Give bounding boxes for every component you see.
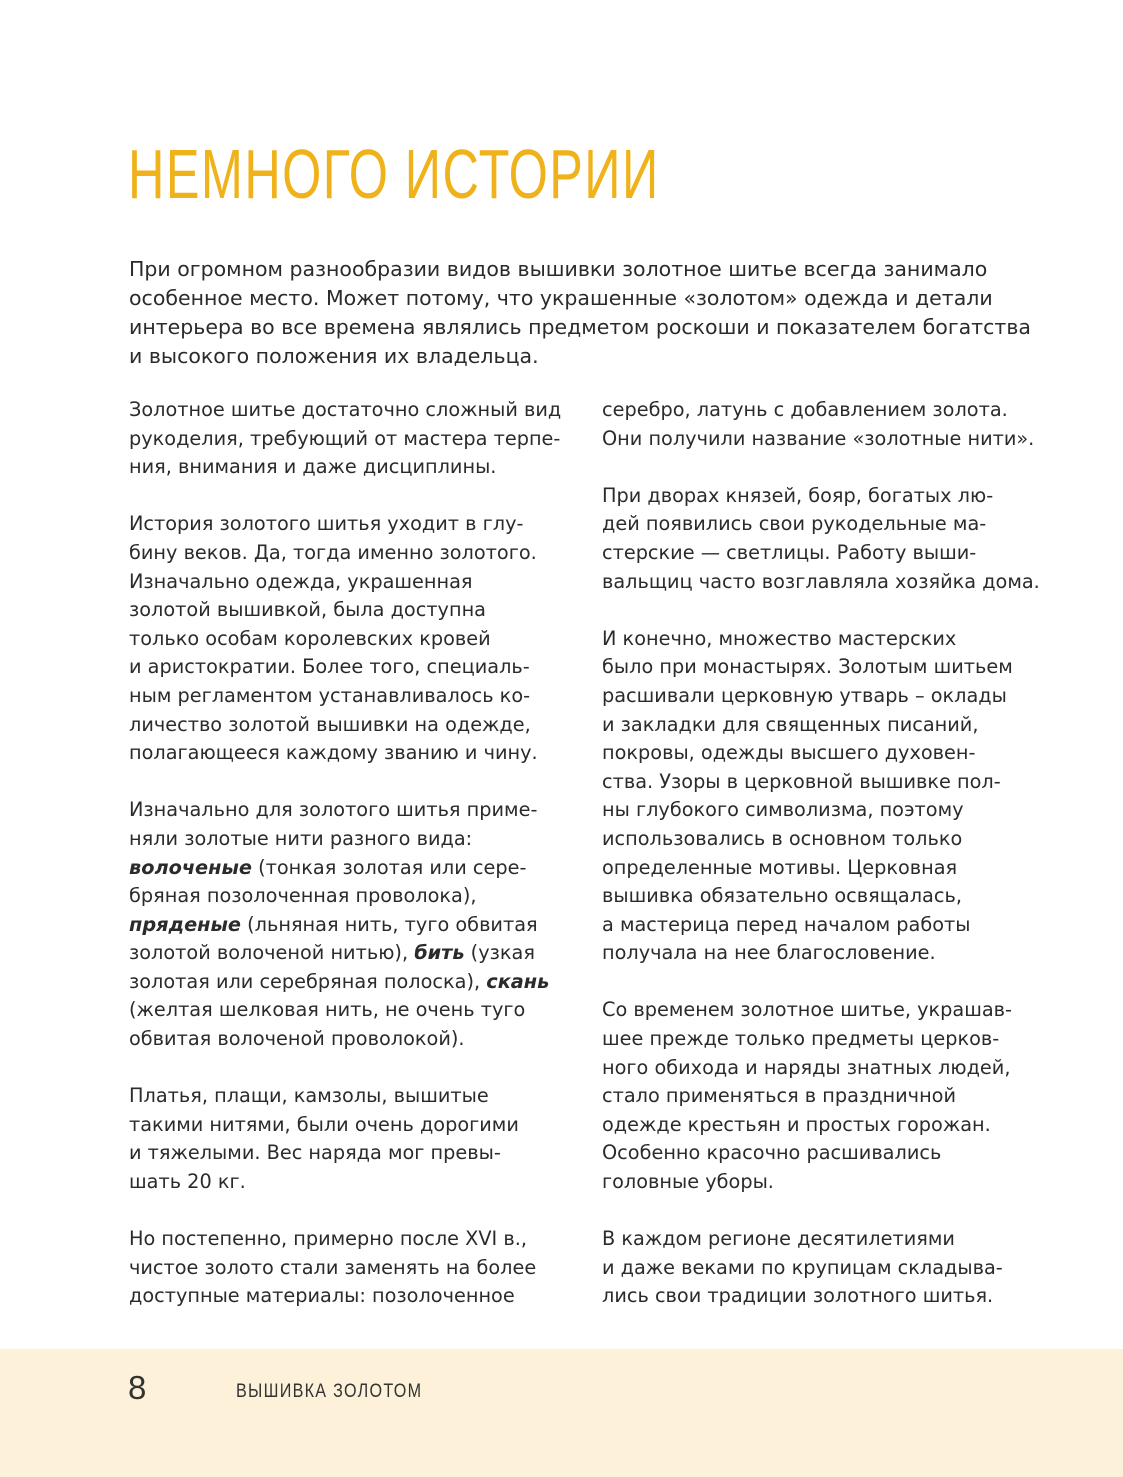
paragraph	[602, 996, 1052, 1196]
text-line: Платья, плащи, камзолы, вышитые	[129, 1084, 489, 1108]
text-line: одежде крестьян и простых горожан.	[602, 1112, 991, 1136]
text-line: Изначально для золотого шитья приме-	[129, 798, 538, 822]
paragraph	[129, 510, 579, 767]
text-line: бряная позолоченная проволока),	[129, 884, 477, 908]
page-number: 8	[128, 1369, 147, 1406]
text-fragment: (тонкая золотая или сере-	[251, 855, 527, 879]
text-line: Золотное шитье достаточно сложный вид	[129, 398, 562, 421]
text-line: рукоделия, требующий от мастера терпе-	[129, 426, 561, 450]
text-line: и тяжелыми. Вес наряда мог превы-	[129, 1141, 501, 1165]
text-line: шее прежде только предметы церков-	[602, 1027, 1000, 1051]
text-line: Они получили название «золотные нити».	[602, 426, 1035, 450]
text-line: ного обихода и наряды знатных людей,	[602, 1055, 1011, 1079]
term-pryadenye: пряденые	[129, 912, 241, 936]
paragraph	[602, 482, 1052, 596]
intro-line: интерьера во все времена являлись предметом роскоши и показателем богатства	[129, 315, 1031, 339]
right-column	[602, 396, 1052, 1340]
text-line: стерские — светлицы. Работу выши-	[602, 540, 977, 564]
term-skan: скань	[486, 969, 550, 993]
text-line: только особам королевских кровей	[129, 626, 491, 650]
text-line: В каждом регионе десятилетиями	[602, 1227, 955, 1251]
text-line: получала на нее благословение.	[602, 941, 936, 965]
page-title: НЕМНОГО ИСТОРИИ	[128, 135, 660, 213]
text-line: При дворах князей, бояр, богатых лю-	[602, 483, 994, 507]
text-line: ства. Узоры в церковной вышивке пол-	[602, 769, 1001, 793]
text-line: вышивка обязательно освящалась,	[602, 884, 962, 908]
term-volochenye: волоченые	[129, 855, 252, 879]
text-fragment: (узкая	[464, 941, 535, 965]
text-line: Со временем золотное шитье, украшав-	[602, 998, 1012, 1022]
text-line: лись свои традиции золотного шитья.	[602, 1284, 994, 1308]
text-line: История золотого шитья уходит в глу-	[129, 512, 524, 536]
text-line: вальщиц часто возглавляла хозяйка дома.	[602, 569, 1040, 593]
text-line: ны глубокого символизма, поэтому	[602, 798, 964, 822]
text-line: Изначально одежда, украшенная	[129, 569, 473, 593]
text-line: и аристократии. Более того, специаль-	[129, 655, 530, 679]
text-line: И конечно, множество мастерских	[602, 626, 957, 650]
text-line: золотой вышивкой, была доступна	[129, 598, 486, 622]
text-line: Но постепенно, примерно после XVI в.,	[129, 1227, 527, 1251]
text-line: было при монастырях. Золотым шитьем	[602, 655, 1013, 679]
text-line: головные уборы.	[602, 1170, 774, 1194]
paragraph	[602, 1225, 1052, 1311]
text-fragment: золотая или серебряная полоска),	[129, 969, 487, 993]
text-line	[129, 968, 579, 997]
text-line: доступные материалы: позолоченное	[129, 1284, 515, 1308]
text-line	[129, 939, 579, 968]
text-line: серебро, латунь с добавлением золота.	[602, 398, 1008, 421]
text-fragment: (льняная нить, туго обвитая	[241, 912, 538, 936]
text-line: няли золотые нити разного вида:	[129, 826, 473, 850]
text-line	[129, 854, 579, 883]
text-line: стало применяться в праздничной	[602, 1084, 957, 1108]
intro-paragraph	[129, 255, 1049, 371]
text-fragment: золотой волоченой нитью),	[129, 941, 415, 965]
text-line: обвитая волоченой проволокой).	[129, 1027, 465, 1051]
text-line: использовались в основном только	[602, 826, 963, 850]
text-line: и даже веками по крупицам складыва-	[602, 1255, 1003, 1279]
text-line: расшивали церковную утварь – оклады	[602, 683, 1007, 707]
text-line: дей появились свои рукодельные ма-	[602, 512, 987, 536]
intro-line: особенное место. Может потому, что украшенные «золотом» одежда и детали	[129, 286, 993, 310]
text-line: полагающееся каждому званию и чину.	[129, 741, 538, 765]
text-line: и закладки для священных писаний,	[602, 712, 979, 736]
running-title: ВЫШИВКА ЗОЛОТОМ	[236, 1381, 423, 1402]
text-line: а мастерица перед началом работы	[602, 912, 971, 936]
text-line: (желтая шелковая нить, не очень туго	[129, 998, 526, 1022]
paragraph	[602, 625, 1052, 968]
text-line: чистое золото стали заменять на более	[129, 1255, 537, 1279]
paragraph-thread-types	[129, 796, 579, 1053]
text-line: Особенно красочно расшивались	[602, 1141, 942, 1165]
paragraph	[129, 1225, 579, 1311]
text-line: шать 20 кг.	[129, 1170, 246, 1194]
text-line: личество золотой вышивки на одежде,	[129, 712, 531, 736]
text-line: ным регламентом устанавливалось ко-	[129, 683, 531, 707]
text-line: бину веков. Да, тогда именно золотого.	[129, 540, 537, 564]
intro-line: и высокого положения их владельца.	[129, 344, 539, 368]
text-line: покровы, одежды высшего духовен-	[602, 741, 976, 765]
text-line: ния, внимания и даже дисциплины.	[129, 455, 497, 479]
paragraph	[602, 396, 1052, 453]
text-line: такими нитями, были очень дорогими	[129, 1112, 519, 1136]
page-footer	[0, 1349, 1123, 1477]
text-line: определенные мотивы. Церковная	[602, 855, 958, 879]
text-line	[129, 911, 579, 940]
paragraph	[129, 396, 579, 482]
term-bit: бить	[414, 941, 465, 965]
left-column	[129, 396, 579, 1340]
intro-line: При огромном разнообразии видов вышивки золотное шитье всегда занимало	[129, 257, 988, 281]
paragraph	[129, 1082, 579, 1196]
